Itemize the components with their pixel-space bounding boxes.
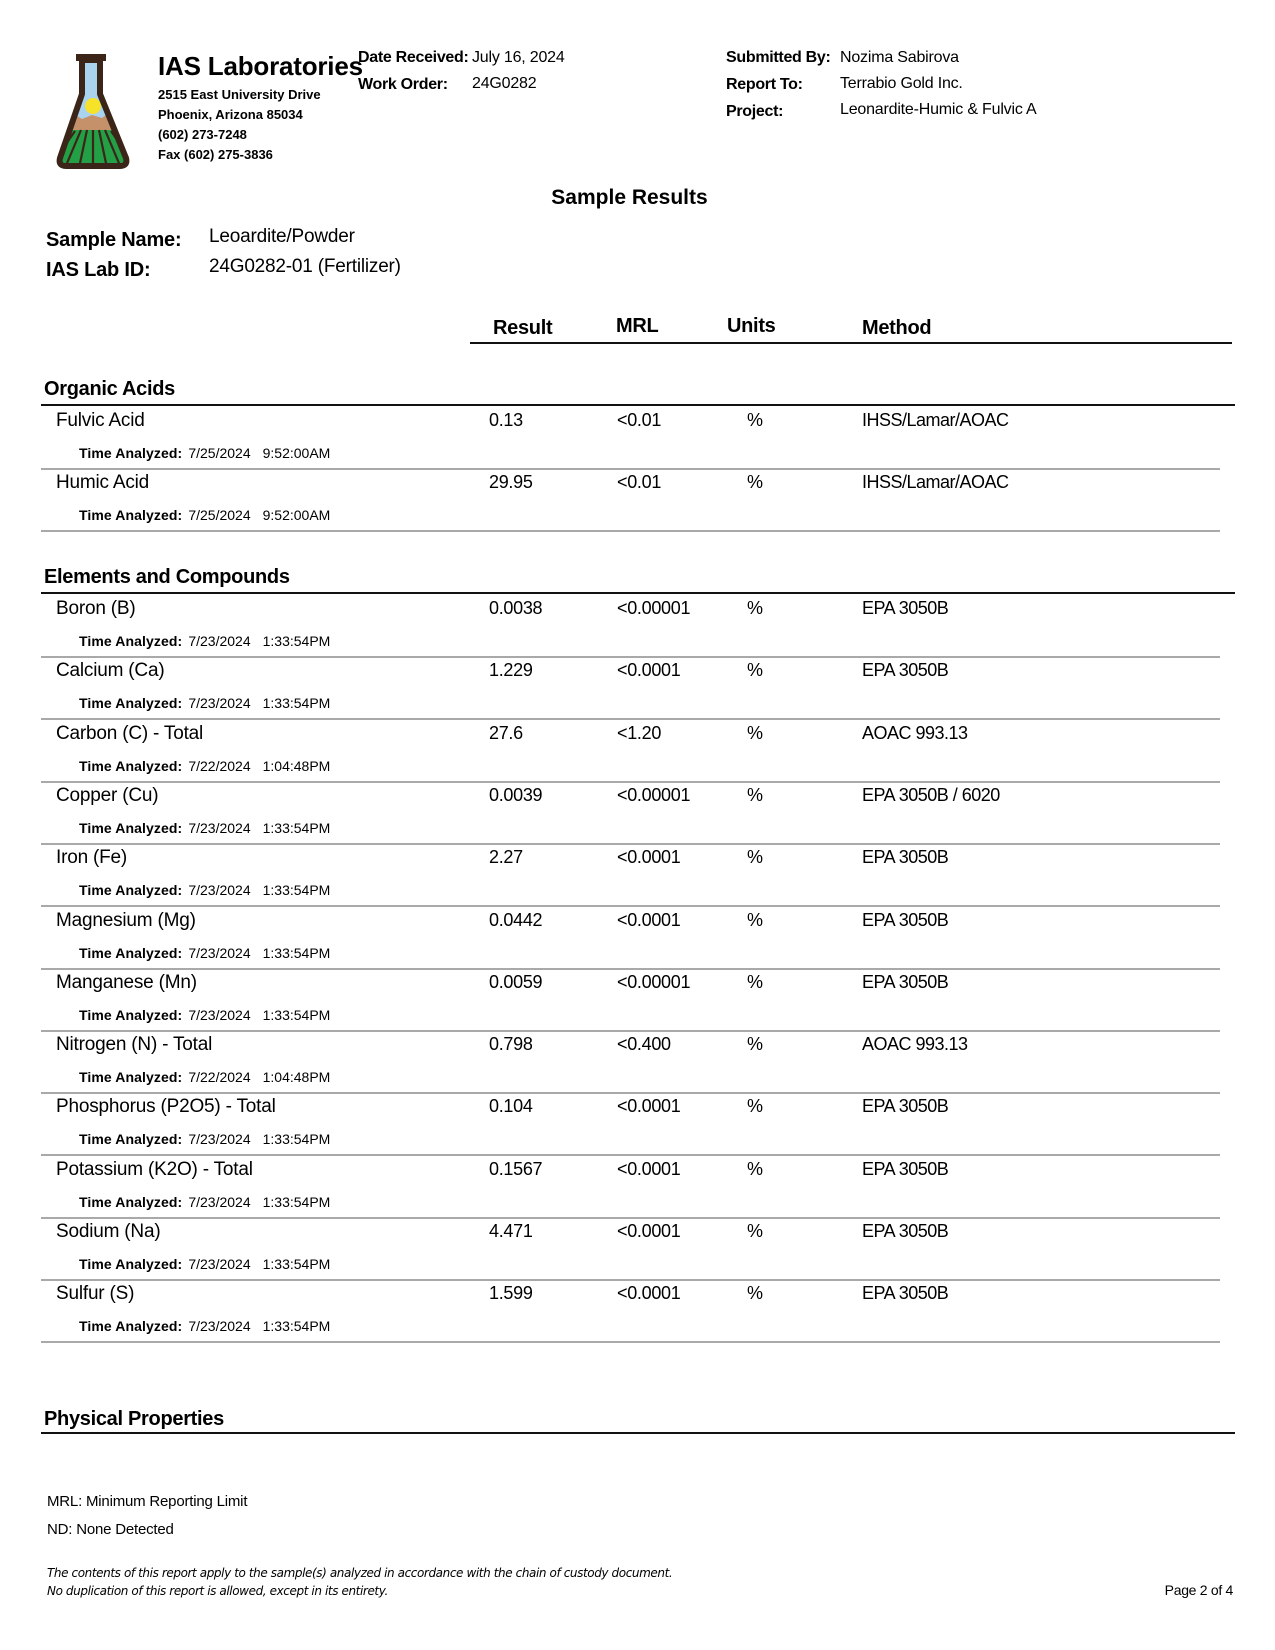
analyzed-date: 7/23/2024 — [188, 695, 251, 712]
date-received-label: Date Received: — [358, 49, 469, 66]
time-analyzed — [79, 820, 330, 836]
result-value: 0.0442 — [489, 909, 543, 930]
analyzed-date: 7/23/2024 — [188, 882, 251, 899]
units-value: % — [747, 1034, 764, 1055]
analyte-name: Calcium (Ca) — [56, 660, 165, 682]
project-value: Leonardite-Humic & Fulvic A — [840, 101, 1037, 118]
method-value: AOAC 993.13 — [862, 722, 968, 743]
row-divider — [41, 1030, 1220, 1032]
analyzed-date: 7/23/2024 — [188, 1131, 251, 1148]
method-value: IHSS/Lamar/AOAC — [862, 410, 1009, 430]
sample-name-label: Sample Name: — [46, 229, 182, 251]
column-header-result: Result — [493, 317, 553, 339]
analyzed-time: 1:33:54PM — [262, 819, 331, 836]
mrl-value: <0.0001 — [617, 1096, 681, 1117]
row-divider — [41, 843, 1220, 845]
mrl-value: <0.0001 — [617, 909, 681, 930]
method-value: EPA 3050B — [862, 1283, 949, 1304]
time-analyzed — [79, 945, 330, 961]
units-value: % — [747, 472, 764, 493]
analyzed-date: 7/25/2024 — [188, 507, 251, 524]
analyzed-date: 7/23/2024 — [188, 633, 251, 649]
date-received-value: July 16, 2024 — [472, 49, 565, 66]
units-value: % — [747, 722, 764, 743]
table-row — [0, 660, 1275, 725]
analyzed-date: 7/22/2024 — [188, 1069, 251, 1086]
mrl-value: <0.00001 — [617, 784, 691, 805]
work-order-value: 24G0282 — [472, 75, 537, 92]
table-row — [0, 1159, 1275, 1224]
analyzed-date: 7/23/2024 — [188, 944, 251, 961]
analyzed-time: 1:33:54PM — [262, 1006, 331, 1023]
analyzed-time: 1:33:54PM — [262, 1193, 331, 1210]
result-value: 0.798 — [489, 1034, 533, 1055]
footer-disclaimer-2: No duplication of this report is allowed, except in its entirety. — [47, 1584, 388, 1598]
mrl-value: <0.0001 — [617, 847, 681, 868]
footer-disclaimer-1: The contents of this report apply to the sample(s) analyzed in accordance with the chain of custody document. — [47, 1566, 673, 1580]
section-rule — [41, 1432, 1235, 1434]
analyte-name: Iron (Fe) — [56, 847, 128, 869]
analyzed-date: 7/25/2024 — [188, 445, 251, 461]
lab-address-street: 2515 East University Drive — [158, 87, 321, 102]
analyte-name: Copper (Cu) — [56, 784, 159, 806]
mrl-value: <0.0001 — [617, 1158, 681, 1179]
time-analyzed-label: Time Analyzed: — [79, 507, 183, 524]
row-divider — [41, 781, 1220, 783]
time-analyzed — [79, 1069, 330, 1085]
analyte-name: Manganese (Mn) — [56, 971, 197, 993]
analyzed-time: 1:33:54PM — [262, 1318, 331, 1335]
units-value: % — [747, 847, 764, 868]
sample-name-value: Leoardite/Powder — [209, 226, 355, 247]
analyte-name: Sulfur (S) — [56, 1283, 135, 1305]
time-analyzed-label: Time Analyzed: — [79, 1131, 183, 1148]
submitted-by-label: Submitted By: — [726, 49, 831, 66]
result-value: 0.0038 — [489, 598, 543, 618]
note-nd: ND: None Detected — [47, 1521, 174, 1538]
row-divider — [41, 1341, 1220, 1343]
time-analyzed-label: Time Analyzed: — [79, 944, 183, 961]
section-title-physical-properties: Physical Properties — [44, 1408, 224, 1430]
row-divider — [41, 656, 1220, 658]
time-analyzed-label: Time Analyzed: — [79, 1006, 183, 1023]
table-row — [0, 972, 1275, 1037]
column-header-method: Method — [862, 317, 932, 339]
analyte-name: Boron (B) — [56, 598, 136, 619]
time-analyzed — [79, 882, 330, 898]
mrl-value: <0.01 — [617, 410, 662, 430]
time-analyzed — [79, 633, 330, 649]
analyzed-date: 7/22/2024 — [188, 757, 251, 774]
mrl-value: <0.0001 — [617, 660, 681, 681]
units-value: % — [747, 784, 764, 805]
table-row — [0, 1096, 1275, 1161]
row-divider — [41, 718, 1220, 720]
analyzed-time: 1:33:54PM — [262, 695, 331, 712]
analyte-name: Sodium (Na) — [56, 1221, 161, 1242]
result-value: 27.6 — [489, 722, 523, 743]
result-value: 1.229 — [489, 660, 533, 681]
row-divider — [41, 1279, 1220, 1281]
row-divider — [41, 1154, 1220, 1156]
time-analyzed — [79, 695, 330, 711]
section-title-elements-compounds: Elements and Compounds — [44, 566, 290, 588]
result-value: 0.1567 — [489, 1158, 543, 1179]
flask-landscape-logo-icon — [52, 52, 134, 174]
mrl-value: <0.00001 — [617, 971, 691, 992]
page-number: Page 2 of 4 — [1164, 1582, 1233, 1598]
result-value: 0.104 — [489, 1096, 533, 1117]
mrl-value: <0.400 — [617, 1034, 671, 1055]
table-row — [0, 1221, 1275, 1286]
time-analyzed-label: Time Analyzed: — [79, 882, 183, 899]
table-row — [0, 598, 1275, 663]
analyzed-time: 1:33:54PM — [262, 882, 331, 899]
page-title: Sample Results — [551, 186, 708, 209]
result-value: 2.27 — [489, 847, 523, 868]
analyzed-date: 7/23/2024 — [188, 1193, 251, 1210]
time-analyzed — [79, 507, 330, 523]
mrl-value: <1.20 — [617, 722, 662, 743]
method-value: EPA 3050B — [862, 847, 949, 868]
time-analyzed-label: Time Analyzed: — [79, 1318, 183, 1335]
table-row — [0, 410, 1275, 475]
analyte-name: Nitrogen (N) - Total — [56, 1034, 213, 1056]
section-rule — [41, 404, 1235, 406]
column-header-rule — [470, 342, 1232, 344]
units-value: % — [747, 410, 764, 430]
analyzed-date: 7/23/2024 — [188, 819, 251, 836]
analyte-name: Fulvic Acid — [56, 410, 145, 431]
time-analyzed — [79, 1194, 330, 1210]
method-value: AOAC 993.13 — [862, 1034, 968, 1055]
row-divider — [41, 1217, 1220, 1219]
note-mrl: MRL: Minimum Reporting Limit — [47, 1493, 248, 1510]
lab-id-value: 24G0282-01 (Fertilizer) — [209, 256, 401, 277]
units-value: % — [747, 1283, 764, 1304]
column-header-units: Units — [727, 315, 776, 337]
row-divider — [41, 530, 1220, 532]
lab-fax: Fax (602) 275-3836 — [158, 147, 273, 162]
analyzed-time: 1:04:48PM — [262, 757, 331, 774]
time-analyzed-label: Time Analyzed: — [79, 1193, 183, 1210]
time-analyzed — [79, 445, 330, 461]
time-analyzed — [79, 1318, 330, 1334]
analyzed-time: 1:33:54PM — [262, 633, 331, 649]
table-row — [0, 910, 1275, 975]
result-value: 0.0059 — [489, 971, 543, 992]
report-to-label: Report To: — [726, 76, 803, 93]
time-analyzed — [79, 1007, 330, 1023]
time-analyzed — [79, 1256, 330, 1272]
work-order-label: Work Order: — [358, 76, 448, 93]
table-row — [0, 472, 1275, 537]
time-analyzed-label: Time Analyzed: — [79, 695, 183, 712]
time-analyzed-label: Time Analyzed: — [79, 819, 183, 836]
submitted-by-value: Nozima Sabirova — [840, 49, 959, 66]
analyzed-time: 1:33:54PM — [262, 1256, 331, 1272]
units-value: % — [747, 1221, 764, 1241]
method-value: EPA 3050B — [862, 660, 949, 681]
analyte-name: Phosphorus (P2O5) - Total — [56, 1096, 276, 1118]
method-value: IHSS/Lamar/AOAC — [862, 472, 1009, 493]
method-value: EPA 3050B — [862, 598, 949, 618]
time-analyzed-label: Time Analyzed: — [79, 633, 183, 649]
row-divider — [41, 468, 1220, 470]
units-value: % — [747, 971, 764, 992]
analyzed-date: 7/23/2024 — [188, 1318, 251, 1335]
units-value: % — [747, 660, 764, 681]
lab-id-label: IAS Lab ID: — [46, 259, 151, 281]
time-analyzed-label: Time Analyzed: — [79, 1069, 183, 1086]
method-value: EPA 3050B — [862, 1158, 949, 1179]
table-row — [0, 723, 1275, 788]
result-value: 1.599 — [489, 1283, 533, 1304]
analyzed-time: 9:52:00AM — [262, 445, 331, 461]
analyzed-time: 1:33:54PM — [262, 944, 331, 961]
row-divider — [41, 905, 1220, 907]
analyte-name: Humic Acid — [56, 472, 150, 494]
mrl-value: <0.0001 — [617, 1283, 681, 1304]
section-rule — [41, 592, 1235, 594]
analyzed-date: 7/23/2024 — [188, 1006, 251, 1023]
analyzed-time: 9:52:00AM — [262, 507, 331, 524]
result-value: 29.95 — [489, 472, 533, 493]
method-value: EPA 3050B — [862, 909, 949, 930]
time-analyzed-label: Time Analyzed: — [79, 445, 183, 461]
units-value: % — [747, 1158, 764, 1179]
result-value: 0.13 — [489, 410, 523, 430]
report-to-value: Terrabio Gold Inc. — [840, 75, 963, 92]
mrl-value: <0.0001 — [617, 1221, 681, 1241]
table-row — [0, 785, 1275, 850]
row-divider — [41, 1092, 1220, 1094]
analyte-name: Potassium (K2O) - Total — [56, 1158, 253, 1180]
analyzed-time: 1:33:54PM — [262, 1131, 331, 1148]
analyzed-time: 1:04:48PM — [262, 1069, 331, 1086]
result-value: 0.0039 — [489, 784, 543, 805]
method-value: EPA 3050B — [862, 1096, 949, 1117]
row-divider — [41, 968, 1220, 970]
lab-name: IAS Laboratories — [158, 51, 363, 81]
table-row — [0, 1283, 1275, 1348]
column-header-mrl: MRL — [616, 315, 659, 337]
lab-phone: (602) 273-7248 — [158, 127, 247, 142]
time-analyzed-label: Time Analyzed: — [79, 757, 183, 774]
analyzed-date: 7/23/2024 — [188, 1256, 251, 1272]
analyte-name: Carbon (C) - Total — [56, 722, 204, 744]
analyte-name: Magnesium (Mg) — [56, 909, 196, 931]
table-row — [0, 847, 1275, 912]
mrl-value: <0.00001 — [617, 598, 691, 618]
method-value: EPA 3050B / 6020 — [862, 784, 1000, 805]
units-value: % — [747, 598, 764, 618]
time-analyzed-label: Time Analyzed: — [79, 1256, 183, 1272]
time-analyzed — [79, 758, 330, 774]
method-value: EPA 3050B — [862, 971, 949, 992]
units-value: % — [747, 909, 764, 930]
section-title-organic-acids: Organic Acids — [44, 378, 175, 400]
mrl-value: <0.01 — [617, 472, 662, 493]
table-row — [0, 1034, 1275, 1099]
lab-address-city: Phoenix, Arizona 85034 — [158, 107, 303, 122]
time-analyzed — [79, 1131, 330, 1147]
method-value: EPA 3050B — [862, 1221, 949, 1241]
project-label: Project: — [726, 103, 784, 120]
units-value: % — [747, 1096, 764, 1117]
result-value: 4.471 — [489, 1221, 533, 1241]
